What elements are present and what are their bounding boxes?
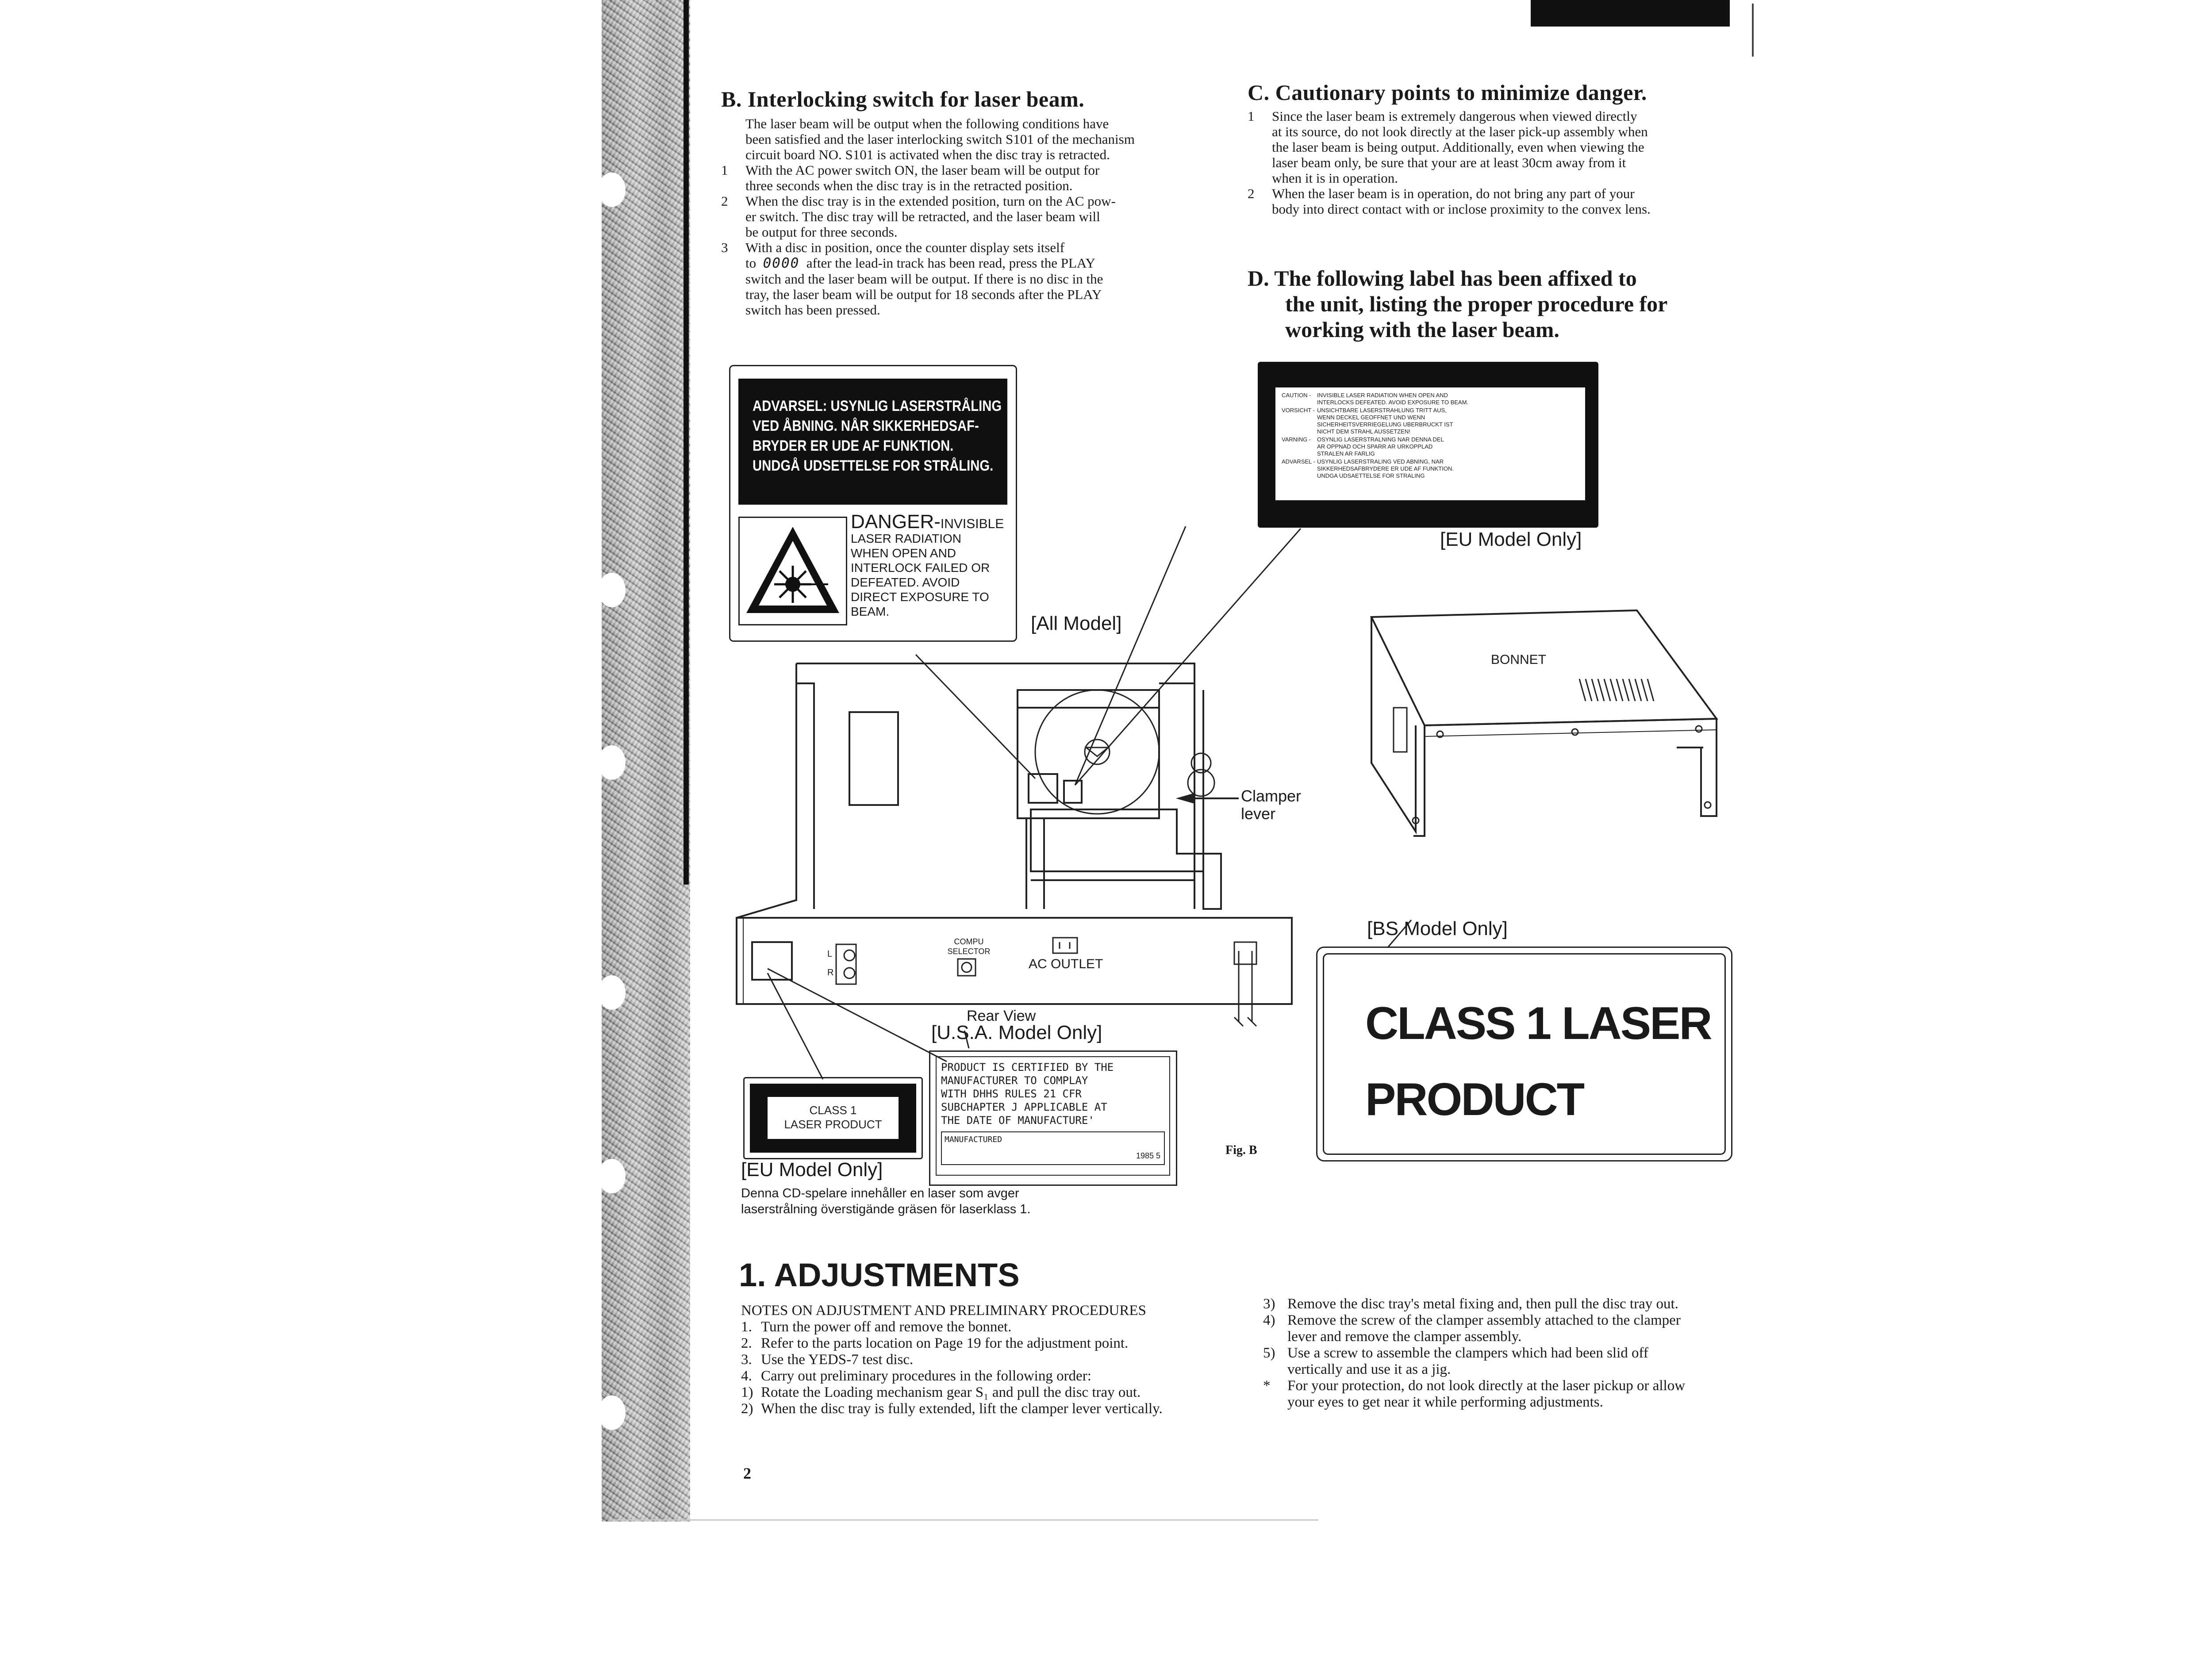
swedish-note: Denna CD-spelare innehåller en laser som avger laserstrålning överstigände gräsen för laserklass 1. <box>741 1186 1031 1216</box>
pickup-window <box>1064 781 1082 803</box>
adjustments-heading: NOTES ON ADJUSTMENT AND PRELIMINARY PROCEDURES <box>741 1303 1146 1319</box>
interlock-switch <box>1029 774 1057 803</box>
laser-hazard-sign <box>738 517 847 625</box>
section-b-intro-line: The laser beam will be output when the following conditions have <box>745 116 1109 131</box>
clamper-frame <box>1031 809 1221 909</box>
caption-all-model: [All Model] <box>1031 613 1122 634</box>
leader-eu-top <box>1075 529 1301 785</box>
bonnet-label: BONNET <box>1491 652 1547 667</box>
power-cord-clamp <box>1234 942 1256 964</box>
section-c-item: 1 Since the laser beam is extremely dangerous when viewed directly at its source, do not look directly at the laser pick-up assembly when the laser beam is being output. Additionally, even when viewing the laser beam only, be sure that your are at least 30cm away from it when it is in operation. <box>1248 108 1648 186</box>
section-d-title: D. The following label has been affixed to the unit, listing the proper procedure for working with the laser beam. <box>1248 266 1668 342</box>
channel-r-label: R <box>827 968 834 978</box>
rear-label-spot <box>752 942 792 980</box>
caption-bs: [BS Model Only] <box>1367 918 1508 939</box>
advarsel-label: ADVARSEL: USYNLIG LASERSTRÅLING VED ÅBNING. NÅR SIKKERHEDSAF- BRYDER ER UDE AF FUNKTION. UNDGÅ UDSETTELSE FOR STRÅLING. <box>738 379 1007 505</box>
power-cord <box>1234 951 1256 1026</box>
leader-usa <box>768 969 947 1062</box>
manufactured-box: MANUFACTURED 1985 5 <box>941 1131 1165 1165</box>
section-b-item: 1 With the AC power switch ON, the laser beam will be output for three seconds when the disc tray is in the retracted position. <box>721 162 1100 193</box>
player-left-edge <box>737 683 796 918</box>
label-usa: PRODUCT IS CERTIFIED BY THE MANUFACTURER TO COMPLAY WITH DHHS RULES 21 CFR SUBCHAPTER J APPLICABLE AT THE DATE OF MANUFACTURE' MANUFACTURED 1985 5 <box>929 1050 1177 1186</box>
counter-display: 0000 <box>763 255 800 271</box>
bonnet-vent-slots <box>1579 679 1654 701</box>
player-left-side <box>796 663 814 909</box>
section-b-intro-line: been satisfied and the laser interlocking switch S101 of the mechanism <box>745 131 1135 147</box>
section-b-item: 3 With a disc in position, once the counter display sets itself to 0000 after the lead-in track has been read, press the PLAY switch and the laser beam will be output. If there is no disc in the tray, the laser beam will be output for 18 seconds after the PLAY switch has been pressed. <box>721 240 1103 318</box>
section-b-title: B. Interlocking switch for laser beam. <box>721 87 1085 111</box>
page-bottom-edge <box>611 1519 1318 1521</box>
clamper-knob <box>1188 770 1214 796</box>
laser-hazard-icon <box>740 518 846 624</box>
section-c-item: 2 When the laser beam is in operation, do not bring any part of your body into direct contact with or inclose proximity to the convex lens. <box>1248 186 1651 217</box>
clamper-lever-label: Clamper lever <box>1241 787 1302 823</box>
ac-outlet-label: AC OUTLET <box>1029 957 1103 971</box>
compu-selector-label: COMPU SELECTOR <box>947 937 991 956</box>
rear-view-label: Rear View <box>967 1008 1036 1024</box>
channel-l-label: L <box>827 949 833 959</box>
label-all-model <box>729 365 1017 642</box>
section-b-intro-line: circuit board NO. S101 is activated when the disc tray is retracted. <box>745 147 1110 162</box>
caption-eu-top: [EU Model Only] <box>1440 529 1582 550</box>
adjustments-title: 1. ADJUSTMENTS <box>739 1257 1020 1293</box>
adjustments-right: 3) Remove the disc tray's metal fixing and, then pull the disc tray out. 4) Remove the screw of the clamper assembly attached to the clamper lever and remove the clamper assembly. 5) Use a screw to assemble the clampers which had been slid off vertically and use it as a jig. * For your protection, do not look directly at the laser pickup or allow your eyes to get near it while performing adjustments. <box>1263 1296 1686 1410</box>
ac-outlet-socket <box>1053 938 1077 953</box>
vent-panel <box>849 712 898 805</box>
bonnet-slot <box>1394 708 1407 752</box>
clamper-base <box>1031 880 1194 909</box>
page-number: 2 <box>743 1464 751 1482</box>
leader-eu-small <box>768 973 823 1079</box>
rear-panel <box>737 918 1292 1004</box>
section-c-title: C. Cautionary points to minimize danger. <box>1248 80 1647 105</box>
danger-text: DANGER-INVISIBLE LASER RADIATION WHEN OPEN AND INTERLOCK FAILED OR DEFEATED. AVOID DIRECT EXPOSURE TO BEAM. <box>851 511 1004 618</box>
compu-selector-jack <box>958 959 975 976</box>
caption-eu-small: [EU Model Only] <box>741 1159 883 1181</box>
label-eu-top: CAUTION - INVISIBLE LASER RADIATION WHEN OPEN AND INTERLOCKS DEFEATED. AVOID EXPOSURE TO BEAM. VORSICHT - UNSICHTBARE LASERSTRAHLUNG TRITT AUS, WENN DECKEL GEOFFNET UND WENN SICHERHEITSVERRIEGELUNG UBERBRUCKT IST NICHT DEM STRAHL AUSSETZEN! VARNING - OSYNLIG LASERSTRALNING NAR DENNA DEL AR OPPNAD OCH SPARR AR URKOPPLAD STRALEN AR FARLIG ADVARSEL - USYNLIG LASERSTRALING VED ABNING, NAR SIKKERHEDSAFBRYDERE ER UDE AF FUNKTION. UNDGA UDSAETTELSE FOR STRALING <box>1258 362 1598 528</box>
section-b-item: 2 When the disc tray is in the extended position, turn on the AC pow- er switch. The disc tray will be retracted, and the laser beam will be output for three seconds. <box>721 193 1116 240</box>
caption-usa: [U.S.A. Model Only] <box>931 1022 1102 1043</box>
figure-label: Fig. B <box>1225 1143 1257 1157</box>
bonnet-top <box>1371 610 1717 725</box>
rca-jacks <box>836 944 856 984</box>
label-eu-small: CLASS 1 LASER PRODUCT <box>743 1077 923 1159</box>
adjustments-left: NOTES ON ADJUSTMENT AND PRELIMINARY PROCEDURES 1. Turn the power off and remove the bonnet. 2. Refer to the parts location on Page 19 for the adjustment point. 3. Use the YEDS-7 test disc. 4. Carry out preliminary procedures in the following order: 1) Rotate the Loading mechanism gear S₁ and pull the disc tray out. 2) When the disc tray is fully extended, lift the clamper lever vertically. <box>741 1303 1241 1417</box>
player-back-edge <box>796 663 1194 683</box>
label-bs: CLASS 1 LASER PRODUCT <box>1316 947 1732 1162</box>
